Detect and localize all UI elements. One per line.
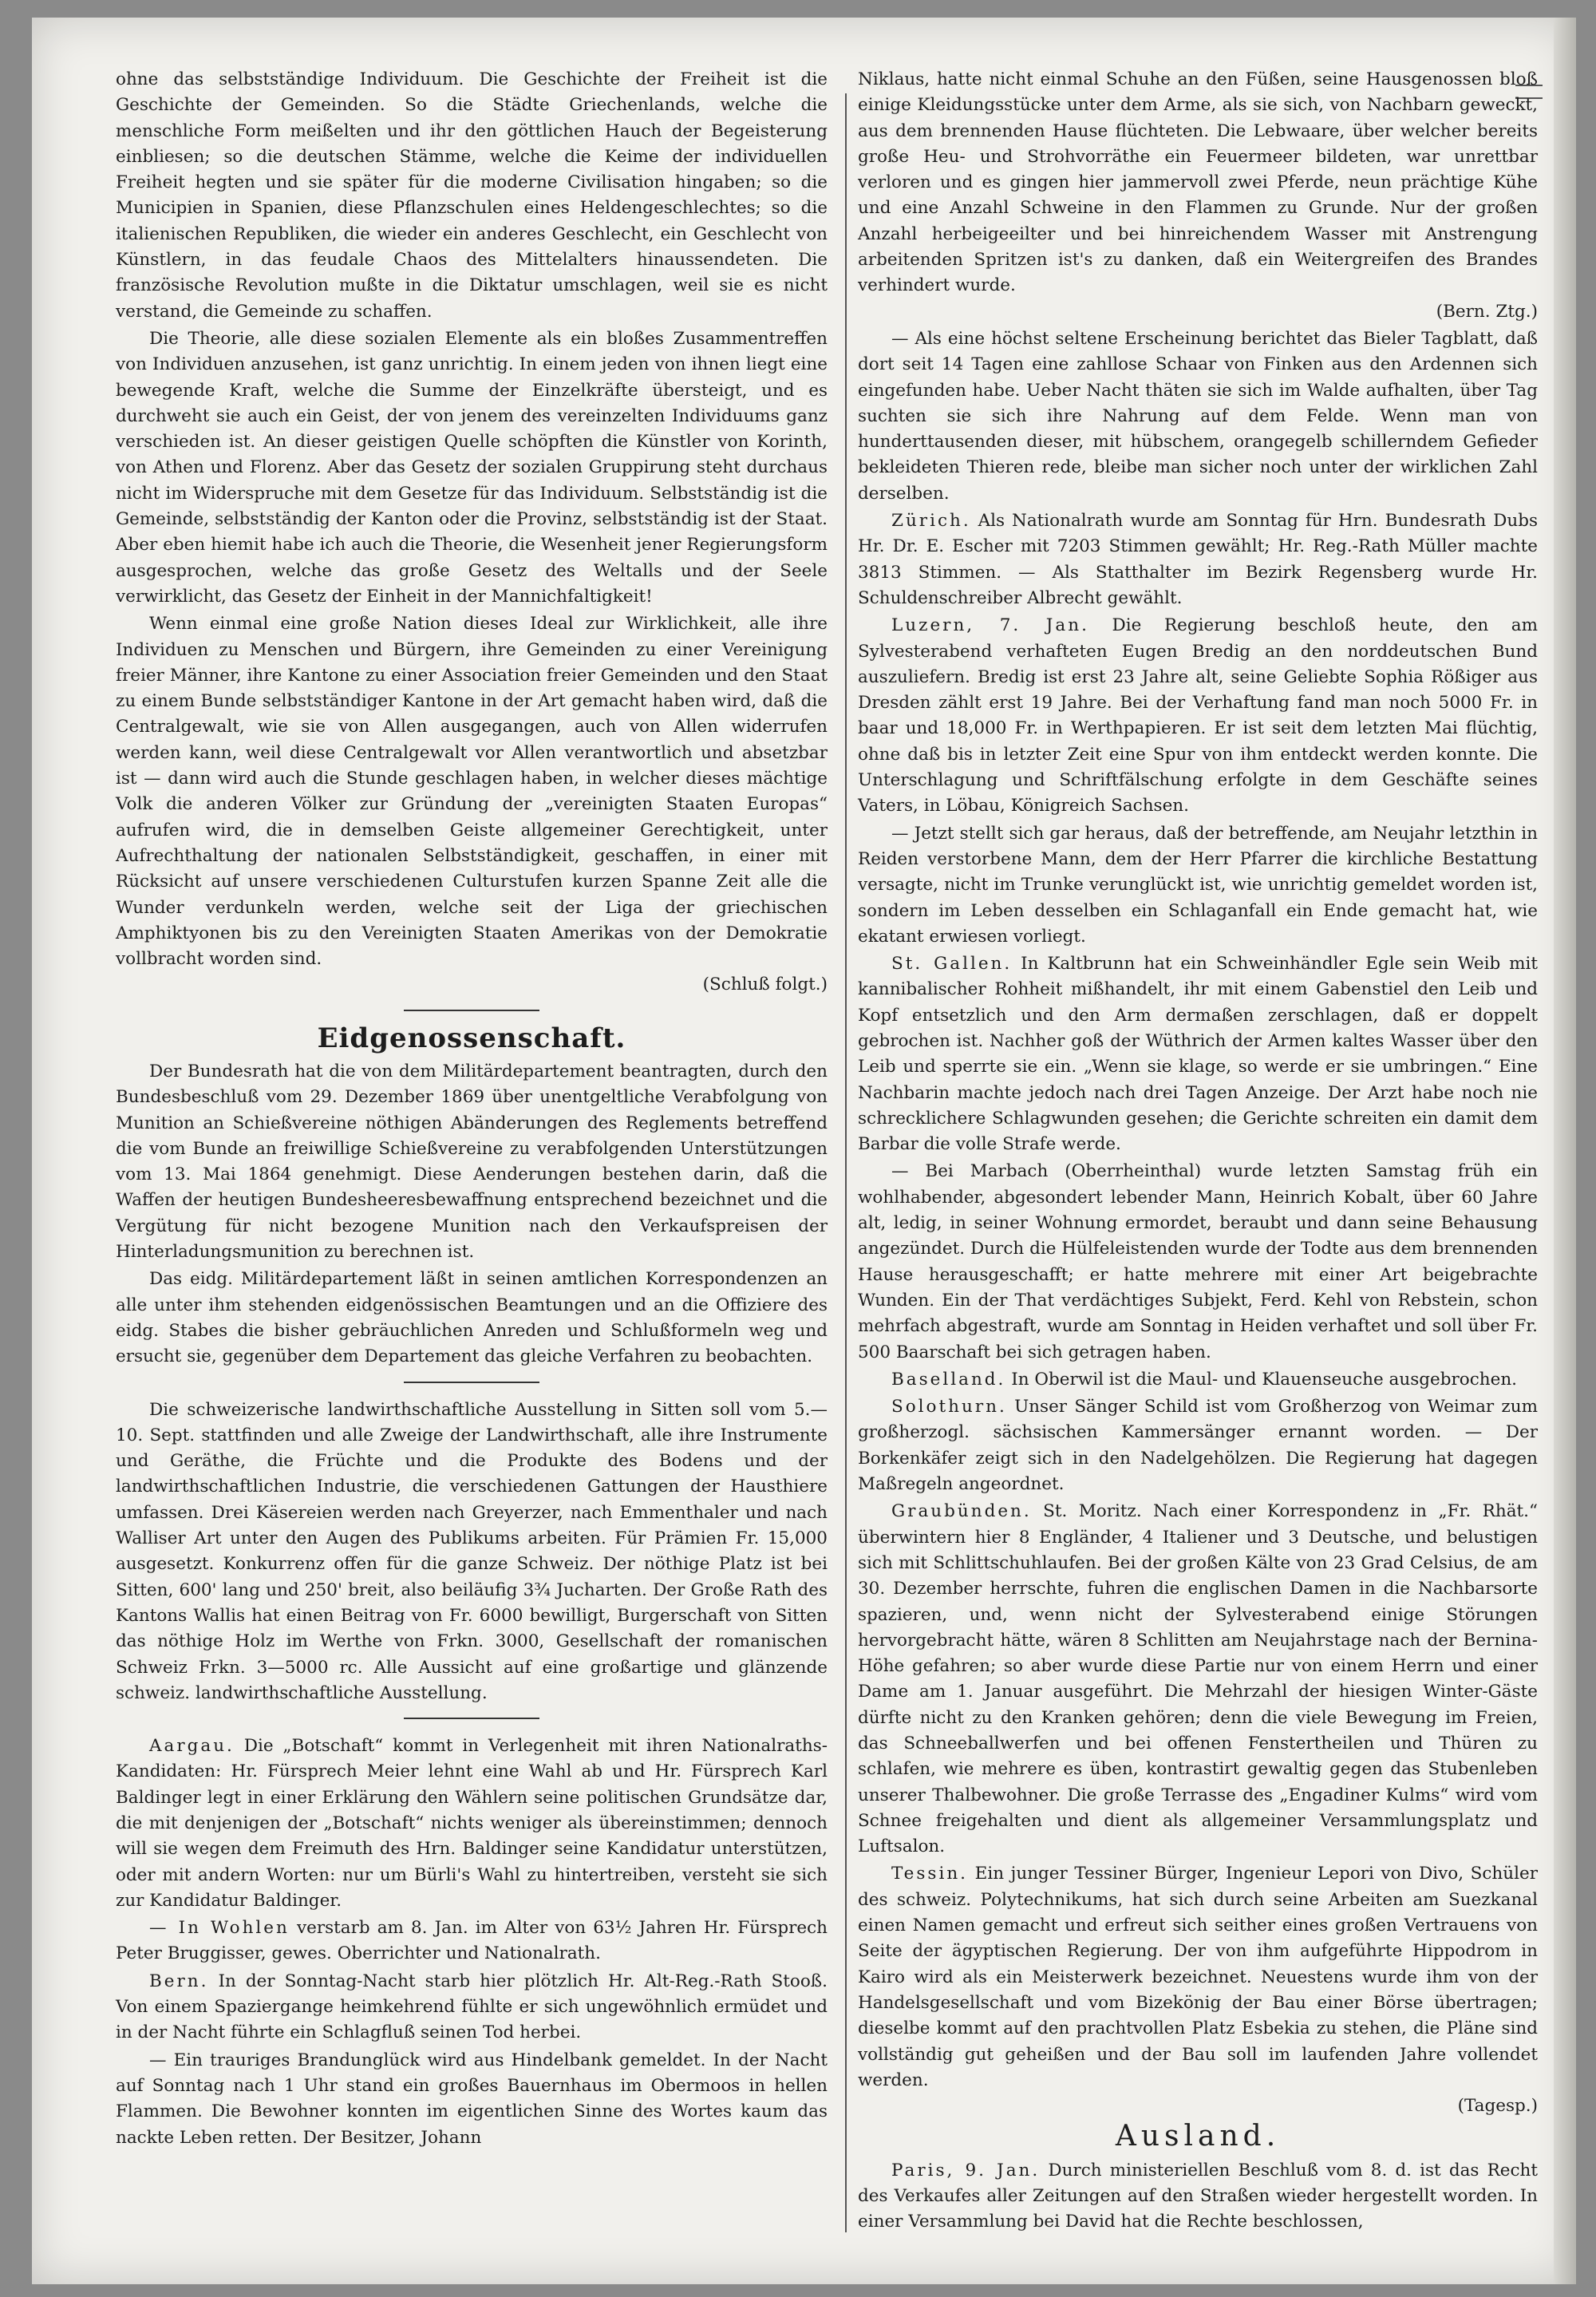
source-note: (Bern. Ztg.) [1436, 301, 1538, 322]
article-paragraph: — Ein trauriges Brandunglück wird aus Hindelbank gemeldet. In der Nacht auf Sonntag nach 1 Uhr stand ein großes Bauernhaus im Obermoos in hellen Flammen. Die Bewohner konnten im eigentlichen Sinne des Wortes kaum das nackte Leben retten. Der Besitzer, Johann [116, 2050, 828, 2148]
article-paragraph [116, 611, 828, 998]
article-paragraph: Die Theorie, alle diese sozialen Elemente als ein bloßes Zusammentreffen von Individuen anzusehen, ist ganz unrichtig. In einem jeden von ihnen liegt eine bewegende Kraft, welche die Summe der Einzelkräfte übersteigt, und es durchweht sie auch ein Geist, der von jenem des vereinzelten Individuums ganz verschieden ist. An dieser geistigen Quelle schöpften die Künstler von Korinth, von Athen und Florenz. Aber das Gesetz der sozialen Gruppirung steht durchaus nicht im Widerspruche mit dem Gesetze für das Individuum. Selbstständig ist die Gemeinde, selbstständig der Kanton oder die Provinz, selbstständig ist der Staat. Aber eben hiemit habe ich auch die Theorie, die Wesenheit jener Regierungsform ausgesprochen, welche das große Gesetz des Weltalls und der Seele verwirklicht, das Gesetz der Einheit in der Mannichfaltigkeit! [116, 328, 828, 607]
column-divider [845, 93, 847, 2232]
paragraph-text: Unser Sänger Schild ist vom Großherzog von Weimar zum großherzogl. sächsischen Kammersänger ernannt worden. — Der Borkenkäfer zeigt sich in den Nadelgehölzen. Die Regierung hat dagegen Maßregeln angeordnet. [858, 1397, 1538, 1495]
paragraph-text: Die Regierung beschloß heute, den am Sylvesterabend verhafteten Eugen Bredig an den norddeutschen Bund auszuliefern. Bredig ist erst 23 Jahre alt, seine Geliebte Sophia Rößiger aus Dresden zählt erst 19 Jahre. Bei der Verhaftung fand man noch 5000 Fr. in baar und 18,000 Fr. in Werthpapieren. Er ist seit dem letzten Mai flüchtig, ohne daß bis in letzter Zeit eine Spur von ihm entdeckt werden konnte. Die Unterschlagung und Schriftfälschung erfolgte in dem Geschäfte seines Vaters, in Löbau, Königreich Sachsen. [858, 615, 1539, 816]
paragraph-text: Als Nationalrath wurde am Sonntag für Hrn. Bundesrath Dubs Hr. Dr. E. Escher mit 7203 Stimmen gewählt; Hr. Reg.-Rath Müller machte 3813 Stimmen. — Als Statthalter im Bezirk Regensberg wurde Hr. Schuldenschreiber Albrecht gewählt. [858, 511, 1538, 608]
section-divider [404, 1718, 539, 1719]
right-column [858, 67, 1538, 2237]
article-paragraph [116, 1969, 828, 2046]
article-paragraph [858, 951, 1538, 1157]
page-edge [1554, 18, 1576, 2284]
dateline: Luzern, 7. Jan. [891, 615, 1089, 636]
article-paragraph: Der Bundesrath hat die von dem Militärdepartement beantragten, durch den Bundesbeschluß vom 29. Dezember 1869 über unentgeltliche Verabfolgung von Munition an Schießvereine nöthigen Abänderungen des Reglements betreffend die vom Bunde an freiwillige Schießvereine zu verabfolgenden Unterstützungen vom 13. Mai 1864 genehmigt. Diese Aenderungen bestehen darin, daß die Waffen der heutigen Bundesheeresbewaffnung entsprechend bezeichnet und die Vergütung für nicht bezogene Munition nach den Verkaufspreisen der Hinterladungsmunition zu berechnen ist. [116, 1061, 828, 1263]
paragraph-text: Wenn einmal eine große Nation dieses Ideal zur Wirklichkeit, alle ihre Individuen zu Menschen und Bürgern, ihre Gemeinden zu einer Vereinigung freier Männer, ihre Kantone zu einer Association freier Gemeinden und den Staat zu einem Bunde selbstständiger Kantone in der Art gemacht haben wird, daß die Centralgewalt, wie sie von Allen ausgegangen, auch von Allen widerrufen werden kann, weil diese Centralgewalt vor Allen verantwortlich und absetzbar ist — dann wird auch die Stunde geschlagen haben, in welcher dieses mächtige Volk die anderen Völker zur Gründung der „vereinigten Staaten Europas“ aufrufen wird, die in demselben Geiste allgemeiner Gerechtigkeit, unter Aufrechthaltung der nationalen Selbstständigkeit, geschaffen, in einer mit Rücksicht auf unsere verschiedenen Culturstufen kurzen Spanne Zeit alle die Wunder verdunkeln werden, welche seit der Liga der griechischen Amphiktyonen bis zu den Vereinigten Staaten Amerikas von der Demokratie vollbracht worden sind. [116, 614, 828, 970]
article-paragraph [858, 67, 1538, 325]
article-paragraph [858, 1394, 1538, 1497]
dateline: Solothurn. [891, 1397, 1007, 1417]
paragraph-text: verstarb am 8. Jan. im Alter von 63½ Jahren Hr. Fürsprech Peter Bruggisser, gewes. Oberrichter und Nationalrath. [116, 1918, 828, 1964]
section-divider [404, 1010, 539, 1011]
dateline: St. Gallen. [891, 954, 1013, 975]
article-paragraph [858, 1499, 1538, 1860]
paragraph-text: Ein junger Tessiner Bürger, Ingenieur Lepori von Divo, Schüler des schweiz. Polytechnikums, hat sich durch seine Arbeiten am Suezkanal einen Namen gemacht und erfreut sich seither eines großen Vertrauens von Seite der ägyptischen Regierung. Der von ihm aufgeführte Hippodrom in Kairo wird als ein Meisterwerk bezeichnet. Neuestens wurde ihm von der Handelsgesellschaft und vom Bizekönig der Bau einer Börse übertragen; dieselbe kommt auf den prachtvollen Platz Esbekia zu stehen, die Pläne sind vollständig gut geheißen und der Bau soll im laufenden Jahre vollendet werden. [858, 1864, 1539, 2090]
article-paragraph [858, 613, 1538, 819]
paragraph-text: In Oberwil ist die Maul- und Klauenseuche ausgebrochen. [1011, 1369, 1518, 1390]
paragraph-text: St. Moritz. Nach einer Korrespondenz in „Fr. Rhät.“ überwintern hier 8 Engländer, 4 Italiener und 3 Deutsche, und belustigen sich mit Schlittschuhlaufen. Bei der großen Kälte von 23 Grad Celsius, de am 30. Dezember herrschte, fuhren die englischen Damen in die Nachbarsorte spazieren, und, wenn nicht der Sylvesterabend einige Störungen hervorgebracht hätte, wären 8 Schlitten am Neujahrstage nach der Bernina-Höhe gefahren; so aber wurde diese Partie nur von einem Herrn und einer Dame am 1. Januar ausgeführt. Die Mehrzahl der hiesigen Winter-Gäste dürfte nicht zu den Kranken gehören; denn die viele Bewegung im Freien, das Schneeballwerfen und bei offenen Fenstertheilen und Thüren zu schlafen, wie mehrere es üben, kontrastirt gewaltig gegen das Stubenleben unserer Thalbewohner. Die große Terrasse des „Engadiner Kulms“ wird vom Schnee freigehalten und dient als allgemeiner Versammlungsplatz und Luftsalon. [858, 1501, 1538, 1857]
section-divider [404, 1382, 539, 1383]
dateline: — In Wohlen [149, 1918, 290, 1939]
article-paragraph [116, 1915, 828, 1967]
paragraph-text: Niklaus, hatte nicht einmal Schuhe an den Füßen, seine Hausgenossen bloß einige Kleidungsstücke unter dem Arme, als sie sich, von Nachbarn geweckt, aus dem brennenden Hause flüchteten. Die Lebwaare, über welcher bereits große Heu- und Strohvorräthe ein Feuermeer bildeten, war unrettbar verloren und es gingen hier jammervoll zwei Pferde, neun prächtige Kühe und eine Anzahl Schweine in den Flammen zu Grunde. Nur der großen Anzahl herbeigeeilter und bei hinreichendem Wasser mit Anstrengung arbeitenden Spritzen ist's zu danken, daß ein Weitergreifen des Brandes verhindert wurde. [858, 69, 1538, 296]
paragraph-text: In Kaltbrunn hat ein Schweinhändler Egle sein Weib mit kannibalischer Rohheit mißhandelt, ihr mit einem Gabenstiel den Leib und Kopf entsetzlich und den Arm dermaßen zerschlagen, daß er doppelt gebrochen ist. Nachher goß der Wüthrich der Armen kaltes Wasser über den Leib und sperrte sie ein. „Wenn sie klage, so werde er sie umbringen.“ Eine Nachbarin machte jedoch nach drei Tagen Anzeige. Der Arzt habe noch nie schrecklichere Schlagwunden gesehen; die Gerichte schreiten ein damit dem Barbar die volle Strafe werde. [858, 954, 1538, 1155]
paragraph-text: In der Sonntag-Nacht starb hier plötzlich Hr. Alt-Reg.-Rath Stooß. Von einem Spaziergange heimkehrend fühlte er sich ungewöhnlich ermüdet und in der Nacht führte ein Schlagfluß seinen Tod herbei. [116, 1971, 828, 2043]
article-paragraph: — Bei Marbach (Oberrheinthal) wurde letzten Samstag früh ein wohlhabender, abgesondert lebender Mann, Heinrich Kobalt, über 60 Jahre alt, ledig, in seiner Wohnung ermordet, beraubt und dann seine Behausung angezündet. Durch die Hülfeleistenden wurde der Todte aus dem brennenden Hause herausgeschafft; er hatte mehrere mit einer Art beigebrachte Wunden. Ein der That verdächtiges Subjekt, Ferd. Kehl von Rebstein, schon mehrfach abgestraft, wurde am Sonntag in Heiden verhaftet und soll über Fr. 500 Baarschaft bei sich getragen haben. [858, 1161, 1538, 1362]
section-heading-eidgenossenschaft: Eidgenossenschaft. [317, 1022, 626, 1054]
dateline: Paris, 9. Jan. [891, 2160, 1041, 2180]
article-paragraph [116, 1734, 828, 1914]
article-paragraph [858, 2158, 1538, 2236]
newspaper-page [32, 18, 1576, 2284]
article-paragraph [858, 1367, 1538, 1393]
paragraph-text: Durch ministeriellen Beschluß vom 8. d. ist das Recht des Verkaufes aller Zeitungen auf den Straßen wieder hergestellt worden. In einer Versammlung bei David hat die Rechte beschlossen, [858, 2160, 1539, 2232]
dateline: Graubünden. [891, 1501, 1032, 1522]
article-paragraph: ohne das selbstständige Individuum. Die Geschichte der Freiheit ist die Geschichte der Gemeinden. So die Städte Griechenlands, welche die menschliche Form meißelten und ihr den göttlichen Hauch der Begeisterung einbliesen; so die deutschen Stämme, welche die Keime der individuellen Freiheit hegten und sie später für die moderne Civilisation hingaben; so die Municipien in Spanien, diese Pflanzschulen eines Heldengeschlechtes; so die italienischen Republiken, die wieder ein anderes Geschlecht, ein Geschlecht von Künstlern, in das feudale Chaos des Mittelalters hinaussendeten. Die französische Revolution mußte in die Diktatur umschlagen, weil sie es nicht verstand, die Gemeinde zu schaffen. [116, 69, 828, 322]
article-paragraph: Die schweizerische landwirthschaftliche Ausstellung in Sitten soll vom 5.—10. Sept. stattfinden und alle Zweige der Landwirthschaft, alle ihre Instrumente und Geräthe, die Früchte und die Produkte des Bodens und der landwirthschaftlichen Industrie, die verschiedenen Gattungen der Hausthiere umfassen. Drei Käsereien werden nach Greyerzer, nach Emmenthaler und nach Walliser Art unter den Augen des Publikums arbeiten. Für Prämien Fr. 15,000 ausgesetzt. Konkurrenz offen für die ganze Schweiz. Der nöthige Platz ist bei Sitten, 600' lang und 250' breit, also beiläufig 3¾ Jucharten. Der Große Rath des Kantons Wallis hat einen Beitrag von Fr. 6000 bewilligt, Burgerschaft von Sitten das nöthige Holz im Werthe von Frkn. 3000, Gesellschaft der romanischen Schweiz Frkn. 3—5000 rc. Alle Aussicht auf eine großartige und glänzende schweiz. landwirthschaftliche Ausstellung. [116, 1399, 828, 1703]
article-paragraph: Das eidg. Militärdepartement läßt in seinen amtlichen Korrespondenzen an alle unter ihm stehenden eidgenössischen Beamtungen und an die Offiziere des eidg. Stabes die bisher gebräuchlichen Anreden und Schlußformeln weg und ersucht sie, gegenüber dem Departement das gleiche Verfahren zu beobachten. [116, 1269, 828, 1367]
left-column [116, 67, 828, 2153]
article-paragraph [858, 1861, 1538, 2119]
continuation-note: (Schluß folgt.) [702, 975, 828, 995]
paragraph-text: Die „Botschaft“ kommt in Verlegenheit mit ihren Nationalraths-Kandidaten: Hr. Fürsprech Meier lehnt eine Wahl ab und Hr. Fürsprech Karl Baldinger legt in einer Erklärung den Wählern seine politischen Grundsätze dar, die mit denjenigen der „Botschaft“ nichts weniger als übereinstimmen; dennoch will sie wegen dem Freimuth des Hrn. Baldinger seine Kandidatur unterstützen, oder mit andern Worten: nur um Bürli's Wahl zu hintertreiben, versteht sie sich zur Kandidatur Baldinger. [116, 1736, 828, 1911]
article-paragraph [858, 508, 1538, 611]
article-paragraph: — Als eine höchst seltene Erscheinung berichtet das Bieler Tagblatt, daß dort seit 14 Tagen eine zahllose Schaar von Finken aus den Ardennen sich eingefunden habe. Ueber Nacht thäten sie sich im Walde aufhalten, über Tag suchten sie sich ihre Nahrung auf dem Felde. Wenn man von hunderttausenden dieser, mit hübschem, orangegelb schillerndem Gefieder bekleideten Thieren rede, bleibe man sicher noch unter der wirklichen Zahl derselben. [858, 328, 1538, 504]
section-heading-ausland: Ausland. [1115, 2120, 1281, 2153]
dateline: Baselland. [891, 1369, 1006, 1390]
dateline: Tessin. [891, 1864, 969, 1884]
source-note: (Tagesp.) [1457, 2096, 1538, 2117]
dateline: Aargau. [149, 1736, 235, 1757]
dateline: Zürich. [891, 511, 971, 532]
article-paragraph: — Jetzt stellt sich gar heraus, daß der betreffende, am Neujahr letzthin in Reiden verstorbene Mann, dem der Herr Pfarrer die kirchliche Bestattung versagte, nicht im Trunke verunglückt ist, wie unrichtig gemeldet worden ist, sondern im Leben desselben ein Schlaganfall ein Ende gemacht hat, wie ekatant erwiesen vorliegt. [858, 823, 1538, 947]
dateline: Bern. [149, 1971, 209, 1991]
